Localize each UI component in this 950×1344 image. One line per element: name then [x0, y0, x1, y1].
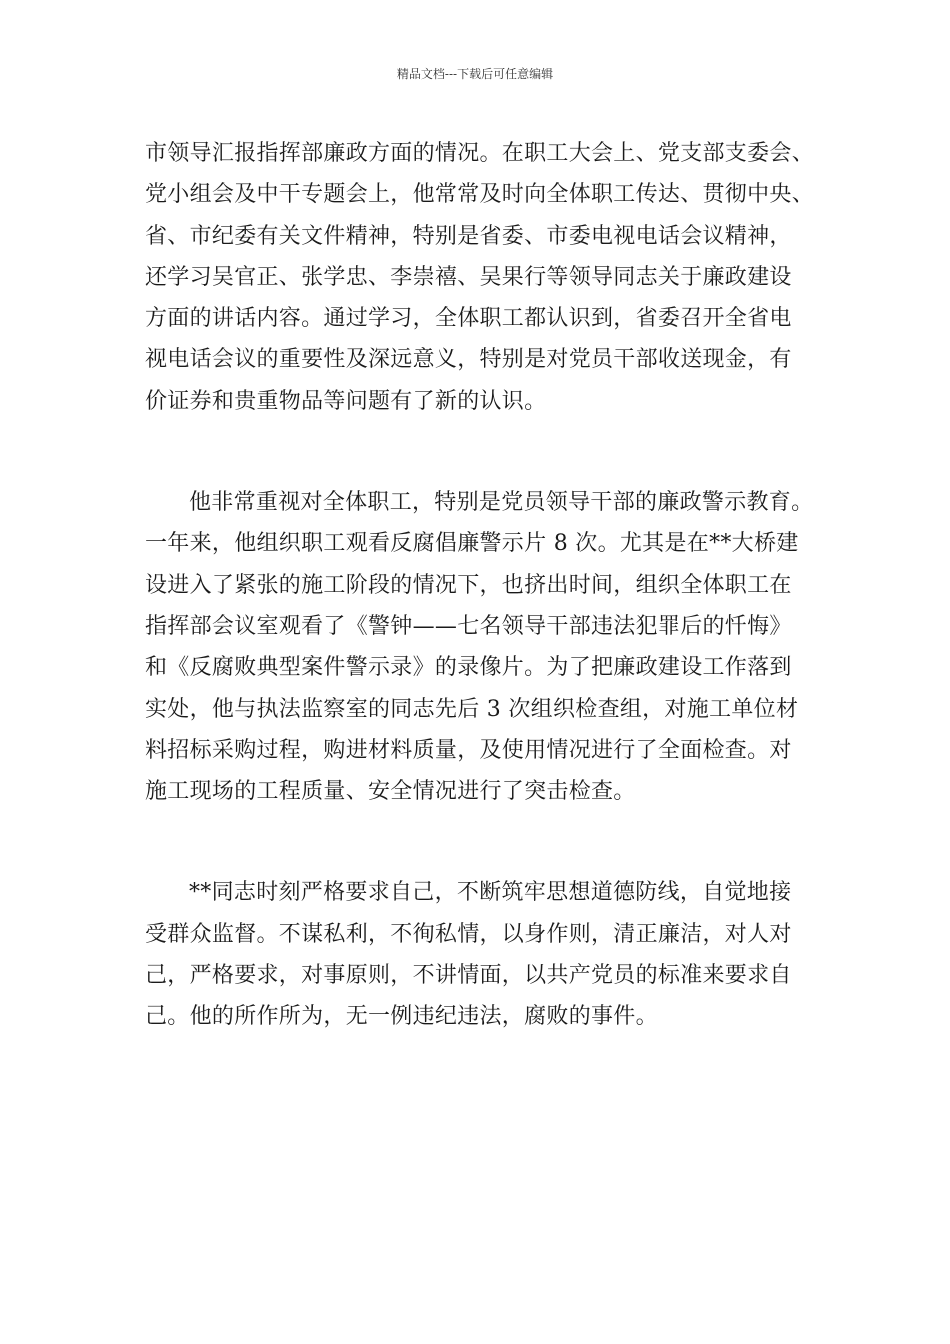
paragraph	[145, 872, 825, 1037]
text-line: 党小组会及中干专题会上，他常常及时向全体职工传达、贯彻中央、	[145, 182, 815, 208]
paragraph-spacer	[145, 422, 825, 482]
text-line: 设进入了紧张的施工阶段的情况下，也挤出时间，组织全体职工在	[145, 572, 792, 598]
text-line: 视电话会议的重要性及深远意义，特别是对党员干部收送现金，有	[145, 347, 792, 373]
paragraph	[145, 133, 825, 422]
text-line: 指挥部会议室观看了《警钟——七名领导干部违法犯罪后的忏悔》	[145, 613, 792, 639]
text-line: 和《反腐败典型案件警示录》的录像片。为了把廉政建设工作落到	[145, 655, 792, 681]
text-line: 料招标采购过程，购进材料质量，及使用情况进行了全面检查。对	[145, 737, 792, 763]
text-line: 实处，他与执法监察室的同志先后 3 次组织检查组，对施工单位材	[145, 696, 799, 722]
text-line: 己，严格要求，对事原则，不讲情面，以共产党员的标准来要求自	[145, 963, 792, 989]
text-line: 他非常重视对全体职工，特别是党员领导干部的廉政警示教育。	[189, 490, 814, 516]
text-line: 受群众监督。不谋私利，不徇私情，以身作则，清正廉洁，对人对	[145, 921, 792, 947]
document-body	[145, 133, 825, 1038]
text-line: 己。他的所作所为，无一例违纪违法，腐败的事件。	[145, 1004, 658, 1030]
paragraph	[145, 482, 825, 812]
text-line: 方面的讲话内容。通过学习，全体职工都认识到，省委召开全省电	[145, 306, 792, 332]
text-line: 市领导汇报指挥部廉政方面的情况。在职工大会上、党支部支委会、	[145, 141, 815, 166]
text-line: 价证券和贵重物品等问题有了新的认识。	[145, 388, 547, 414]
text-line: **同志时刻严格要求自己，不断筑牢思想道德防线，自觉地接	[189, 880, 792, 906]
text-line: 一年来，他组织职工观看反腐倡廉警示片 8 次。尤其是在**大桥建	[145, 531, 799, 557]
text-line: 省、市纪委有关文件精神，特别是省委、市委电视电话会议精神，	[145, 223, 792, 249]
text-line: 还学习吴官正、张学忠、李崇禧、吴果行等领导同志关于廉政建设	[145, 264, 792, 290]
page-header: 精品文档---下载后可任意编辑	[396, 67, 554, 81]
paragraph-spacer	[145, 812, 825, 872]
text-line: 施工现场的工程质量、安全情况进行了突击检查。	[145, 779, 636, 805]
